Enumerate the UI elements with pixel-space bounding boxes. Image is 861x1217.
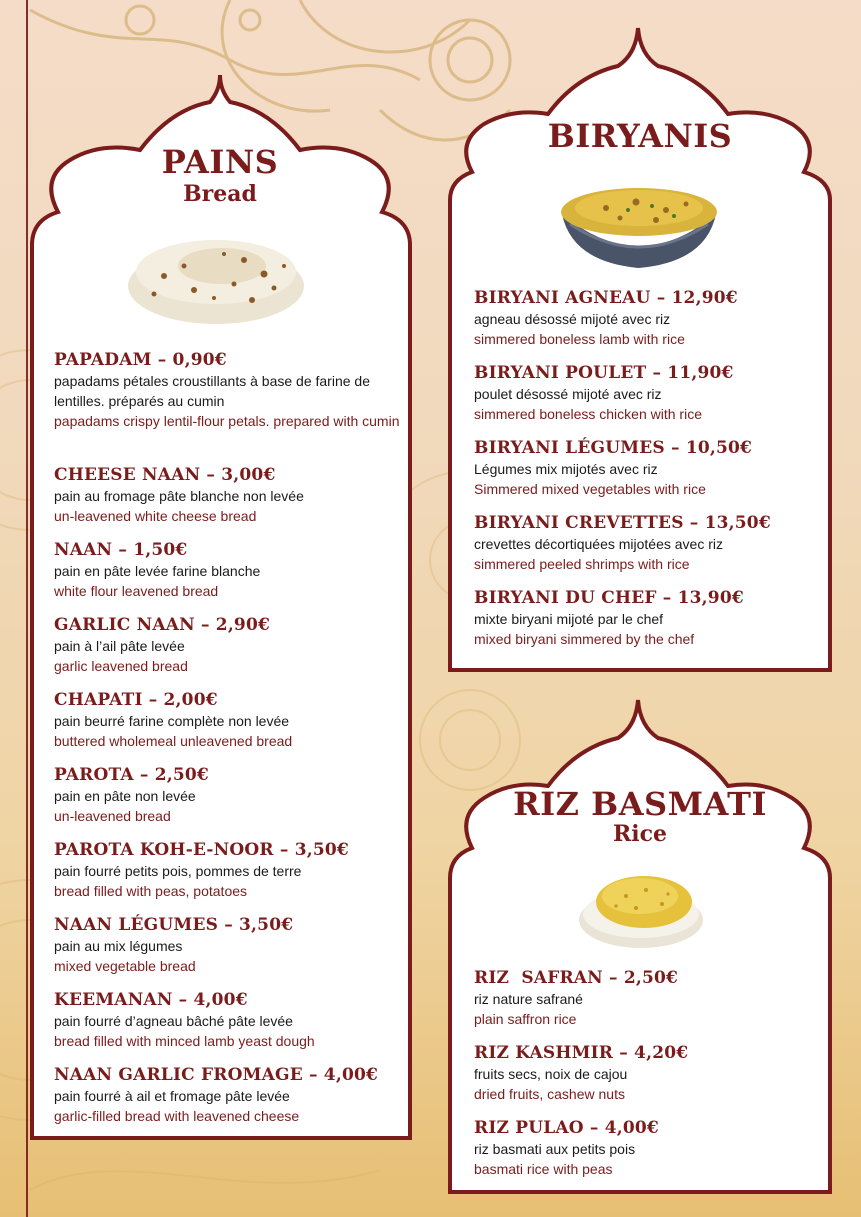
- list-item: [474, 437, 824, 512]
- item-description-en: dried fruits, cashew nuts: [474, 1086, 625, 1102]
- item-description-en: buttered wholemeal unleavened bread: [54, 733, 293, 749]
- item-description-en: garlic leavened bread: [54, 658, 188, 674]
- list-item: [54, 1064, 404, 1139]
- item-description-fr: crevettes décortiquées mijotées avec riz: [474, 536, 723, 552]
- biryanis-items-list: [474, 287, 824, 662]
- item-description-fr: pain fourré à ail et fromage pâte levée: [54, 1088, 290, 1104]
- rice-items-list: [474, 967, 824, 1192]
- biryani-bowl-image: [556, 178, 722, 270]
- list-item: [474, 967, 824, 1042]
- item-description-fr: pain beurré farine complète non levée: [54, 713, 290, 729]
- item-description-en: bread filled with minced lamb yeast dough: [54, 1033, 315, 1049]
- list-item: [474, 287, 824, 362]
- item-description-fr: pain en pâte levée farine blanche: [54, 563, 261, 579]
- list-item: [54, 989, 404, 1064]
- item-description-en: simmered boneless chicken with rice: [474, 406, 702, 422]
- item-description-fr: pain au fromage pâte blanche non levée: [54, 488, 304, 504]
- item-description-en: basmati rice with peas: [474, 1161, 613, 1177]
- item-name: BIRYANI CREVETTES – 13,50€: [474, 513, 771, 533]
- list-item: [474, 1117, 824, 1192]
- item-description-fr: pain à l’ail pâte levée: [54, 638, 185, 654]
- list-item: [54, 349, 404, 464]
- item-description-fr: Légumes mix mijotés avec riz: [474, 461, 658, 477]
- item-name: RIZ SAFRAN – 2,50€: [474, 968, 679, 988]
- item-description-fr: agneau désossé mijoté avec riz: [474, 311, 671, 327]
- item-description-en: Simmered mixed vegetables with rice: [474, 481, 706, 497]
- item-name: NAAN – 1,50€: [54, 540, 188, 560]
- item-description-en: white flour leavened bread: [54, 583, 219, 599]
- item-description-en: papadams crispy lentil-flour petals. prepared with cumin: [54, 413, 400, 429]
- item-description-en: simmered peeled shrimps with rice: [474, 556, 690, 572]
- item-description-fr: poulet désossé mijoté avec riz: [474, 386, 662, 402]
- item-description-fr: riz basmati aux petits pois: [474, 1141, 636, 1157]
- bread-items-list: [54, 349, 404, 1139]
- item-name: CHEESE NAAN – 3,00€: [54, 465, 276, 485]
- bread-title: PAINS: [161, 143, 279, 181]
- item-description-fr: pain au mix légumes: [54, 938, 183, 954]
- biryanis-title: BIRYANIS: [547, 117, 733, 155]
- rice-title: RIZ BASMATI: [513, 785, 767, 823]
- list-item: [54, 464, 404, 539]
- item-name: BIRYANI AGNEAU – 12,90€: [474, 288, 738, 308]
- item-description-fr: pain fourré d’agneau bâché pâte levée: [54, 1013, 293, 1029]
- item-description-en: garlic-filled bread with leavened cheese: [54, 1108, 300, 1124]
- naan-bread-image: [124, 226, 308, 328]
- saffron-rice-dish-image: [576, 860, 706, 952]
- item-name: CHAPATI – 2,00€: [54, 690, 218, 710]
- item-description-en: plain saffron rice: [474, 1011, 577, 1027]
- item-description-en: un-leavened bread: [54, 808, 171, 824]
- item-name: KEEMANAN – 4,00€: [54, 990, 248, 1010]
- rice-subtitle: Rice: [612, 821, 668, 847]
- list-item: [474, 512, 824, 587]
- list-item: [54, 614, 404, 689]
- item-description-fr: pain fourré petits pois, pommes de terre: [54, 863, 302, 879]
- item-description-fr: papadams pétales croustillants à base de farine de lentilles. préparés au cumin: [54, 373, 370, 409]
- item-name: RIZ PULAO – 4,00€: [474, 1118, 659, 1138]
- item-description-en: mixed biryani simmered by the chef: [474, 631, 695, 647]
- item-description-fr: riz nature safrané: [474, 991, 583, 1007]
- item-name: NAAN LÉGUMES – 3,50€: [54, 915, 294, 935]
- list-item: [54, 539, 404, 614]
- list-item: [474, 587, 824, 662]
- item-description-en: bread filled with peas, potatoes: [54, 883, 248, 899]
- item-name: PAROTA – 2,50€: [54, 765, 209, 785]
- item-name: RIZ KASHMIR – 4,20€: [474, 1043, 689, 1063]
- item-name: BIRYANI LÉGUMES – 10,50€: [474, 438, 753, 458]
- item-name: PAROTA KOH-E-NOOR – 3,50€: [54, 840, 349, 860]
- item-description-en: mixed vegetable bread: [54, 958, 196, 974]
- item-description-fr: mixte biryani mijoté par le chef: [474, 611, 664, 627]
- list-item: [54, 689, 404, 764]
- item-description-fr: fruits secs, noix de cajou: [474, 1066, 628, 1082]
- list-item: [474, 1042, 824, 1117]
- bread-subtitle: Bread: [183, 181, 257, 207]
- item-description-en: un-leavened white cheese bread: [54, 508, 257, 524]
- item-name: PAPADAM – 0,90€: [54, 350, 227, 370]
- item-name: GARLIC NAAN – 2,90€: [54, 615, 271, 635]
- item-name: NAAN GARLIC FROMAGE – 4,00€: [54, 1065, 379, 1085]
- list-item: [54, 764, 404, 839]
- item-description-en: simmered boneless lamb with rice: [474, 331, 685, 347]
- list-item: [54, 839, 404, 914]
- item-description-fr: pain en pâte non levée: [54, 788, 196, 804]
- item-name: BIRYANI DU CHEF – 13,90€: [474, 588, 744, 608]
- list-item: [474, 362, 824, 437]
- list-item: [54, 914, 404, 989]
- item-name: BIRYANI POULET – 11,90€: [474, 363, 734, 383]
